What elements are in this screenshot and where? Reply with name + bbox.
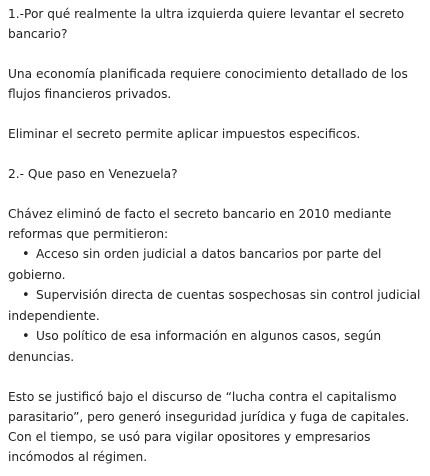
question-1-paragraph-1: Una economía planificada requiere conocimiento detallado de los flujos financieros privados. <box>8 67 408 101</box>
bullet-icon: • <box>22 329 30 344</box>
bullet-text: Acceso sin orden judicial a datos bancarios por parte del gobierno. <box>8 247 382 282</box>
question-2-heading: 2.- Que paso en Venezuela? <box>8 167 178 181</box>
spacer <box>8 144 424 164</box>
question-2-intro: Chávez eliminó de facto el secreto bancario en 2010 mediante reformas que permitieron: <box>8 207 392 241</box>
question-1-heading: 1.-Por qué realmente la ultra izquierda quiere levantar el secreto bancario? <box>8 7 405 41</box>
spacer <box>8 184 424 204</box>
question-2-conclusion: Esto se justificó bajo el discurso de “lucha contra el capitalismo parasitario”, pero generó inseguridad jurídica y fuga de capitales. Con el tiempo, se usó para vigilar opositores y empresarios incómodos al régimen. <box>8 390 410 464</box>
spacer <box>8 367 424 387</box>
question-1-paragraph-2: Eliminar el secreto permite aplicar impuestos especificos. <box>8 127 361 141</box>
bullet-icon: • <box>22 288 30 303</box>
bullet-text: Uso político de esa información en algunos casos, según denuncias. <box>8 329 382 364</box>
list-item <box>8 285 424 326</box>
list-item <box>8 326 424 367</box>
list-item <box>8 244 424 285</box>
bullet-text: Supervisión directa de cuentas sospechosas sin control judicial independiente. <box>8 288 421 323</box>
spacer <box>8 104 424 124</box>
bullet-list <box>8 244 424 367</box>
spacer <box>8 44 424 64</box>
bullet-icon: • <box>22 247 30 262</box>
